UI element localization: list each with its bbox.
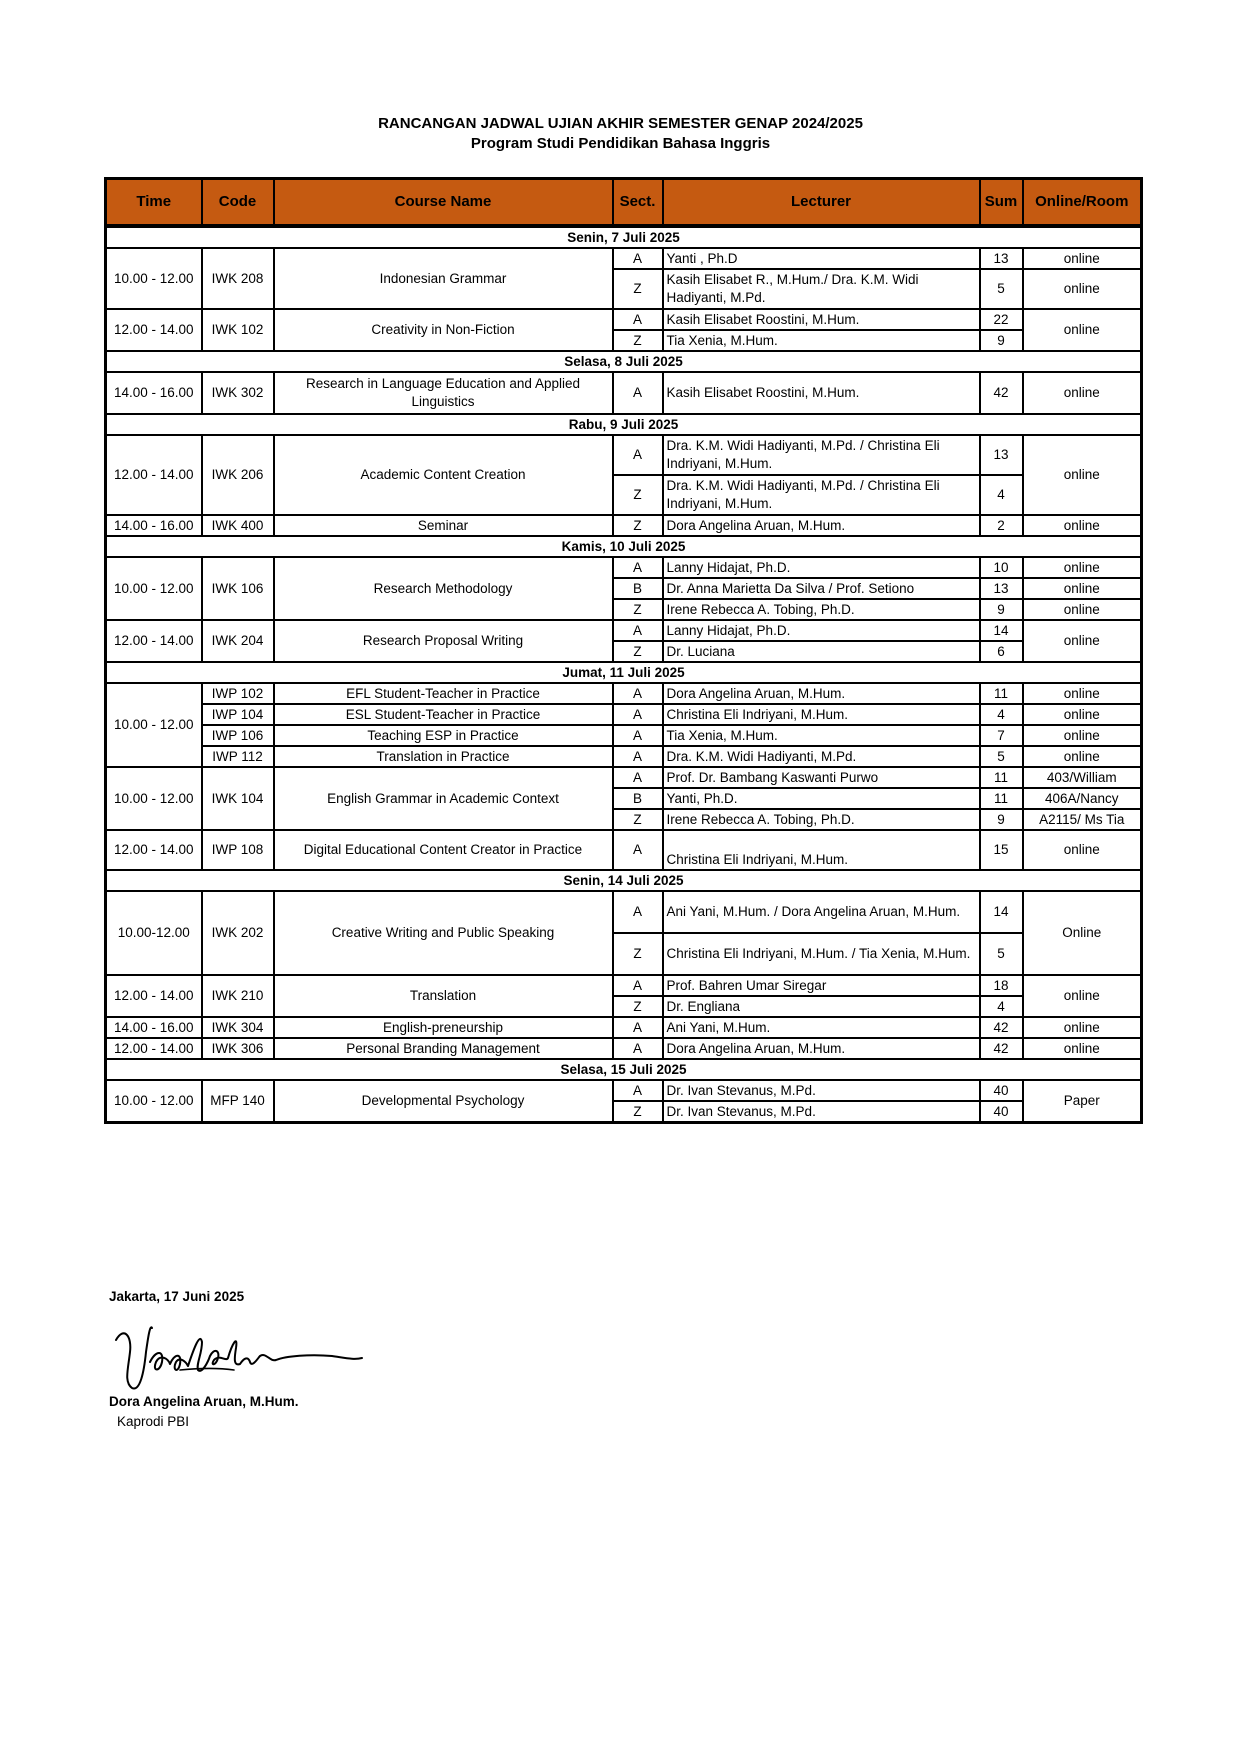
sum-cell: 40 xyxy=(980,1080,1023,1101)
code-cell: IWP 112 xyxy=(202,746,274,767)
sum-cell: 18 xyxy=(980,975,1023,996)
sect-cell: A xyxy=(613,248,663,269)
time-cell: 10.00 - 12.00 xyxy=(106,557,202,620)
time-cell: 10.00 - 12.00 xyxy=(106,683,202,767)
column-header-course: Course Name xyxy=(274,179,613,227)
course-cell: Translation xyxy=(274,975,613,1017)
sect-cell: A xyxy=(613,372,663,414)
sect-cell: Z xyxy=(613,515,663,536)
sum-cell: 11 xyxy=(980,767,1023,788)
lecturer-cell: Yanti , Ph.D xyxy=(663,248,980,269)
room-cell: online xyxy=(1023,248,1142,269)
table-row xyxy=(106,1038,1142,1059)
course-cell: Indonesian Grammar xyxy=(274,248,613,309)
sect-cell: B xyxy=(613,578,663,599)
column-header-sect: Sect. xyxy=(613,179,663,227)
course-cell: Personal Branding Management xyxy=(274,1038,613,1059)
sum-cell: 5 xyxy=(980,746,1023,767)
code-cell: IWP 108 xyxy=(202,830,274,870)
table-row xyxy=(106,248,1142,269)
lecturer-cell: Kasih Elisabet Roostini, M.Hum. xyxy=(663,309,980,330)
lecturer-cell: Ani Yani, M.Hum. / Dora Angelina Aruan, M.Hum. xyxy=(663,891,980,933)
time-cell: 12.00 - 14.00 xyxy=(106,830,202,870)
code-cell: IWP 104 xyxy=(202,704,274,725)
sect-cell: B xyxy=(613,788,663,809)
room-cell: 403/William xyxy=(1023,767,1142,788)
code-cell: MFP 140 xyxy=(202,1080,274,1123)
time-cell: 14.00 - 16.00 xyxy=(106,1017,202,1038)
table-row xyxy=(106,372,1142,414)
column-header-sum: Sum xyxy=(980,179,1023,227)
sect-cell: Z xyxy=(613,330,663,351)
code-cell: IWK 106 xyxy=(202,557,274,620)
sect-cell: A xyxy=(613,975,663,996)
table-row xyxy=(106,683,1142,704)
signature-icon xyxy=(110,1318,370,1394)
sum-cell: 13 xyxy=(980,435,1023,475)
course-cell: Creative Writing and Public Speaking xyxy=(274,891,613,975)
sum-cell: 42 xyxy=(980,372,1023,414)
code-cell: IWK 208 xyxy=(202,248,274,309)
sum-cell: 5 xyxy=(980,933,1023,975)
course-cell: ESL Student-Teacher in Practice xyxy=(274,704,613,725)
lecturer-cell: Ani Yani, M.Hum. xyxy=(663,1017,980,1038)
lecturer-cell: Prof. Dr. Bambang Kaswanti Purwo xyxy=(663,767,980,788)
lecturer-cell: Christina Eli Indriyani, M.Hum. xyxy=(663,830,980,870)
sum-cell: 13 xyxy=(980,248,1023,269)
code-cell: IWK 104 xyxy=(202,767,274,830)
sum-cell: 6 xyxy=(980,641,1023,662)
table-row xyxy=(106,767,1142,788)
room-cell: 406A/Nancy xyxy=(1023,788,1142,809)
lecturer-cell: Tia Xenia, M.Hum. xyxy=(663,725,980,746)
room-cell: online xyxy=(1023,1038,1142,1059)
time-cell: 10.00 - 12.00 xyxy=(106,767,202,830)
time-cell: 10.00-12.00 xyxy=(106,891,202,975)
day-header: Jumat, 11 Juli 2025 xyxy=(106,662,1142,683)
table-row xyxy=(106,725,1142,746)
column-header-time: Time xyxy=(106,179,202,227)
sum-cell: 14 xyxy=(980,620,1023,641)
sect-cell: A xyxy=(613,1038,663,1059)
lecturer-cell: Dora Angelina Aruan, M.Hum. xyxy=(663,1038,980,1059)
lecturer-cell: Christina Eli Indriyani, M.Hum. xyxy=(663,704,980,725)
lecturer-cell: Christina Eli Indriyani, M.Hum. / Tia Xenia, M.Hum. xyxy=(663,933,980,975)
sum-cell: 22 xyxy=(980,309,1023,330)
course-cell: Digital Educational Content Creator in Practice xyxy=(274,830,613,870)
lecturer-cell: Dr. Luciana xyxy=(663,641,980,662)
sum-cell: 42 xyxy=(980,1038,1023,1059)
course-cell: Developmental Psychology xyxy=(274,1080,613,1123)
room-cell: online xyxy=(1023,309,1142,351)
lecturer-cell: Dra. K.M. Widi Hadiyanti, M.Pd. xyxy=(663,746,980,767)
course-cell: Translation in Practice xyxy=(274,746,613,767)
sect-cell: Z xyxy=(613,269,663,309)
lecturer-cell: Dra. K.M. Widi Hadiyanti, M.Pd. / Christina Eli Indriyani, M.Hum. xyxy=(663,435,980,475)
sect-cell: A xyxy=(613,830,663,870)
lecturer-cell: Prof. Bahren Umar Siregar xyxy=(663,975,980,996)
room-cell: online xyxy=(1023,372,1142,414)
time-cell: 12.00 - 14.00 xyxy=(106,435,202,515)
lecturer-cell: Kasih Elisabet R., M.Hum./ Dra. K.M. Widi Hadiyanti, M.Pd. xyxy=(663,269,980,309)
course-cell: Seminar xyxy=(274,515,613,536)
room-cell: online xyxy=(1023,269,1142,309)
sum-cell: 15 xyxy=(980,830,1023,870)
sect-cell: A xyxy=(613,704,663,725)
code-cell: IWP 102 xyxy=(202,683,274,704)
signer-name: Dora Angelina Aruan, M.Hum. xyxy=(109,1394,299,1409)
column-header-code: Code xyxy=(202,179,274,227)
lecturer-cell: Dr. Ivan Stevanus, M.Pd. xyxy=(663,1080,980,1101)
room-cell: Online xyxy=(1023,891,1142,975)
sect-cell: A xyxy=(613,1080,663,1101)
sect-cell: Z xyxy=(613,475,663,515)
day-header: Kamis, 10 Juli 2025 xyxy=(106,536,1142,557)
room-cell: online xyxy=(1023,620,1142,662)
room-cell: Paper xyxy=(1023,1080,1142,1123)
table-row xyxy=(106,704,1142,725)
sum-cell: 4 xyxy=(980,704,1023,725)
lecturer-cell: Dr. Engliana xyxy=(663,996,980,1017)
column-header-lecturer: Lecturer xyxy=(663,179,980,227)
course-cell: Research Proposal Writing xyxy=(274,620,613,662)
table-row xyxy=(106,515,1142,536)
code-cell: IWK 304 xyxy=(202,1017,274,1038)
time-cell: 12.00 - 14.00 xyxy=(106,1038,202,1059)
sect-cell: A xyxy=(613,746,663,767)
lecturer-cell: Dora Angelina Aruan, M.Hum. xyxy=(663,515,980,536)
sum-cell: 40 xyxy=(980,1101,1023,1123)
sum-cell: 4 xyxy=(980,996,1023,1017)
time-cell: 14.00 - 16.00 xyxy=(106,372,202,414)
sum-cell: 5 xyxy=(980,269,1023,309)
sect-cell: Z xyxy=(613,1101,663,1123)
sect-cell: Z xyxy=(613,809,663,830)
sum-cell: 13 xyxy=(980,578,1023,599)
sect-cell: A xyxy=(613,435,663,475)
room-cell: online xyxy=(1023,515,1142,536)
document-title xyxy=(0,114,1241,154)
room-cell: online xyxy=(1023,746,1142,767)
lecturer-cell: Dr. Ivan Stevanus, M.Pd. xyxy=(663,1101,980,1123)
sum-cell: 9 xyxy=(980,599,1023,620)
day-header: Senin, 14 Juli 2025 xyxy=(106,870,1142,891)
course-cell: Academic Content Creation xyxy=(274,435,613,515)
lecturer-cell: Irene Rebecca A. Tobing, Ph.D. xyxy=(663,809,980,830)
sum-cell: 42 xyxy=(980,1017,1023,1038)
lecturer-cell: Dora Angelina Aruan, M.Hum. xyxy=(663,683,980,704)
table-row xyxy=(106,830,1142,870)
course-cell: Teaching ESP in Practice xyxy=(274,725,613,746)
table-row xyxy=(106,557,1142,578)
time-cell: 12.00 - 14.00 xyxy=(106,975,202,1017)
lecturer-cell: Tia Xenia, M.Hum. xyxy=(663,330,980,351)
lecturer-cell: Lanny Hidajat, Ph.D. xyxy=(663,557,980,578)
table-row xyxy=(106,620,1142,641)
course-cell: Research in Language Education and Applied Linguistics xyxy=(274,372,613,414)
room-cell: online xyxy=(1023,683,1142,704)
table-row xyxy=(106,1017,1142,1038)
lecturer-cell: Kasih Elisabet Roostini, M.Hum. xyxy=(663,372,980,414)
code-cell: IWK 306 xyxy=(202,1038,274,1059)
time-cell: 12.00 - 14.00 xyxy=(106,309,202,351)
table-row xyxy=(106,1080,1142,1101)
sum-cell: 11 xyxy=(980,788,1023,809)
room-cell: online xyxy=(1023,1017,1142,1038)
sum-cell: 9 xyxy=(980,809,1023,830)
lecturer-cell: Irene Rebecca A. Tobing, Ph.D. xyxy=(663,599,980,620)
table-row xyxy=(106,891,1142,933)
code-cell: IWK 302 xyxy=(202,372,274,414)
table-row xyxy=(106,975,1142,996)
lecturer-cell: Dr. Anna Marietta Da Silva / Prof. Setiono xyxy=(663,578,980,599)
day-header: Rabu, 9 Juli 2025 xyxy=(106,414,1142,435)
sect-cell: Z xyxy=(613,996,663,1017)
sect-cell: Z xyxy=(613,599,663,620)
sect-cell: Z xyxy=(613,641,663,662)
sum-cell: 4 xyxy=(980,475,1023,515)
table-row xyxy=(106,746,1142,767)
sum-cell: 14 xyxy=(980,891,1023,933)
room-cell: online xyxy=(1023,725,1142,746)
room-cell: A2115/ Ms Tia xyxy=(1023,809,1142,830)
code-cell: IWK 206 xyxy=(202,435,274,515)
code-cell: IWK 102 xyxy=(202,309,274,351)
column-header-room: Online/Room xyxy=(1023,179,1142,227)
code-cell: IWK 210 xyxy=(202,975,274,1017)
room-cell: online xyxy=(1023,975,1142,1017)
title-line: RANCANGAN JADWAL UJIAN AKHIR SEMESTER GENAP 2024/2025 xyxy=(378,115,863,132)
sum-cell: 2 xyxy=(980,515,1023,536)
lecturer-cell: Yanti, Ph.D. xyxy=(663,788,980,809)
day-header: Selasa, 8 Juli 2025 xyxy=(106,351,1142,372)
sum-cell: 9 xyxy=(980,330,1023,351)
table-header-row xyxy=(106,179,1142,227)
room-cell: online xyxy=(1023,704,1142,725)
sect-cell: Z xyxy=(613,933,663,975)
sect-cell: A xyxy=(613,620,663,641)
code-cell: IWK 204 xyxy=(202,620,274,662)
lecturer-cell: Lanny Hidajat, Ph.D. xyxy=(663,620,980,641)
day-header: Senin, 7 Juli 2025 xyxy=(106,226,1142,248)
room-cell: online xyxy=(1023,599,1142,620)
time-cell: 10.00 - 12.00 xyxy=(106,1080,202,1123)
code-cell: IWK 400 xyxy=(202,515,274,536)
course-cell: English-preneurship xyxy=(274,1017,613,1038)
signer-role: Kaprodi PBI xyxy=(117,1414,190,1429)
room-cell: online xyxy=(1023,830,1142,870)
table-row xyxy=(106,435,1142,475)
course-cell: Creativity in Non-Fiction xyxy=(274,309,613,351)
sect-cell: A xyxy=(613,1017,663,1038)
room-cell: online xyxy=(1023,578,1142,599)
sect-cell: A xyxy=(613,767,663,788)
course-cell: Research Methodology xyxy=(274,557,613,620)
sum-cell: 10 xyxy=(980,557,1023,578)
subtitle-line: Program Studi Pendidikan Bahasa Inggris xyxy=(470,135,771,152)
room-cell: online xyxy=(1023,435,1142,515)
sum-cell: 7 xyxy=(980,725,1023,746)
time-cell: 12.00 - 14.00 xyxy=(106,620,202,662)
room-cell: online xyxy=(1023,557,1142,578)
table-row xyxy=(106,309,1142,330)
sect-cell: A xyxy=(613,309,663,330)
exam-schedule-table xyxy=(104,177,1143,1124)
time-cell: 10.00 - 12.00 xyxy=(106,248,202,309)
lecturer-cell: Dra. K.M. Widi Hadiyanti, M.Pd. / Christina Eli Indriyani, M.Hum. xyxy=(663,475,980,515)
sum-cell: 11 xyxy=(980,683,1023,704)
day-header: Selasa, 15 Juli 2025 xyxy=(106,1059,1142,1080)
sect-cell: A xyxy=(613,891,663,933)
sect-cell: A xyxy=(613,683,663,704)
code-cell: IWK 202 xyxy=(202,891,274,975)
time-cell: 14.00 - 16.00 xyxy=(106,515,202,536)
code-cell: IWP 106 xyxy=(202,725,274,746)
sect-cell: A xyxy=(613,557,663,578)
sect-cell: A xyxy=(613,725,663,746)
course-cell: EFL Student-Teacher in Practice xyxy=(274,683,613,704)
course-cell: English Grammar in Academic Context xyxy=(274,767,613,830)
place-date: Jakarta, 17 Juni 2025 xyxy=(109,1289,245,1304)
